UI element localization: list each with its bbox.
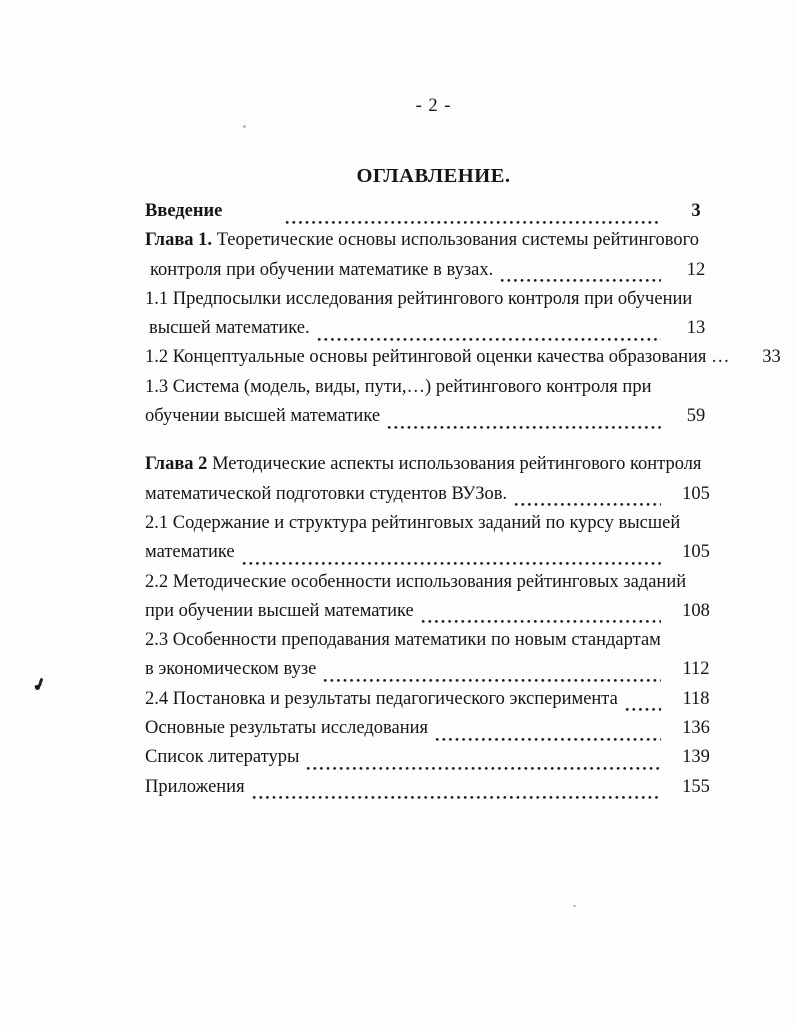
dot-leader (317, 318, 661, 347)
dot-leader (306, 747, 661, 776)
toc-entry (145, 718, 722, 747)
toc-title: ОГЛАВЛЕНИЕ. (356, 165, 511, 187)
toc-entry-page: 33 (762, 347, 781, 368)
toc-entry-page: 118 (682, 688, 710, 709)
toc-entry (145, 347, 781, 376)
toc-entry-text: 1.3 Система (модель, виды, пути,…) рейтингового контроля при (145, 376, 652, 397)
toc-entry-text: математике (145, 542, 235, 563)
toc-entry-page: 105 (682, 483, 710, 504)
toc-entry-bold-label: Глава 1. (145, 230, 213, 251)
toc-entry (145, 230, 722, 259)
dot-leader (435, 718, 661, 747)
toc-entry-text: 2.4 Постановка и результаты педагогического эксперимента (145, 688, 618, 709)
dot-leader (387, 406, 661, 435)
page-number: - 2 - (415, 96, 452, 116)
toc-entry-page: 59 (686, 406, 706, 427)
toc-entry-bold-label: Глава 2 (145, 454, 208, 475)
toc-entry-text: Основные результаты исследования (145, 718, 429, 739)
toc-entry (145, 454, 722, 483)
ink-mark-artifact (34, 678, 45, 693)
toc-entry-text: контроля при обучении математике в вузах. (150, 259, 494, 280)
toc-entry-text: Глава 1. Теоретические основы использования системы рейтингового (145, 230, 699, 251)
speck-artifact (243, 125, 246, 128)
toc-entry-text: Приложения (145, 776, 245, 797)
toc-entry-page: 136 (682, 718, 710, 739)
toc-entry-text: в экономическом вузе (145, 659, 317, 680)
dot-leader (252, 777, 661, 806)
toc-entry-text: 2.2 Методические особенности использования рейтинговых заданий (145, 571, 687, 592)
toc-entry (145, 484, 722, 513)
toc-entry (145, 572, 722, 601)
toc-entry (145, 513, 722, 542)
toc-entry (145, 318, 722, 347)
toc-entry-page: 13 (686, 318, 706, 339)
toc-entry-text: 1.1 Предпосылки исследования рейтингового контроля при обучении (145, 288, 693, 309)
toc-entry-text: при обучении высшей математике (145, 600, 414, 621)
toc-entry (145, 747, 722, 776)
toc-entry-bold-label: Введение (145, 201, 223, 221)
speck-artifact (573, 905, 576, 907)
toc-entry (145, 689, 722, 718)
toc-entry-text (145, 201, 278, 222)
toc-entry-page: 108 (682, 600, 710, 621)
toc-entry (145, 630, 722, 659)
toc-entry-text: 1.2 Концептуальные основы рейтинговой оценки качества образования … (145, 347, 730, 368)
dot-leader (500, 260, 661, 289)
toc-entry-page: 155 (682, 776, 710, 797)
toc-entry-page: 12 (686, 259, 706, 280)
toc-entry-text: высшей математике. (149, 318, 310, 339)
toc-entry (145, 377, 722, 406)
toc-entry (145, 601, 722, 630)
toc-entry-text: 2.1 Содержание и структура рейтинговых заданий по курсу высшей (145, 512, 681, 533)
toc-entry-text: 2.3 Особенности преподавания математики по новым стандартам (145, 630, 661, 651)
toc-entry-text: Список литературы (145, 747, 300, 768)
toc-entry (145, 289, 722, 318)
toc-entry (145, 659, 722, 688)
toc-entry (145, 777, 722, 806)
dot-leader (421, 601, 661, 630)
toc-entry (145, 260, 722, 289)
toc-entry-page: 139 (682, 747, 710, 768)
dot-leader (285, 201, 661, 230)
toc-entry (145, 542, 722, 571)
toc-list (145, 201, 781, 806)
toc-entry-text: математической подготовки студентов ВУЗов. (145, 483, 508, 504)
toc-entry (145, 406, 722, 435)
toc-entry-text: Глава 2 Методические аспекты использования рейтингового контроля (145, 454, 702, 475)
dot-leader (625, 689, 661, 718)
dot-leader (323, 659, 661, 688)
toc-entry (145, 201, 722, 230)
dot-leader (514, 484, 661, 513)
toc-entry-text: обучении высшей математике (145, 406, 381, 427)
toc-entry-page: 3 (691, 201, 701, 221)
toc-entry-page: 105 (682, 542, 710, 563)
dot-leader (242, 542, 661, 571)
dot-leader (658, 377, 661, 406)
toc-entry-page: 112 (682, 659, 710, 680)
